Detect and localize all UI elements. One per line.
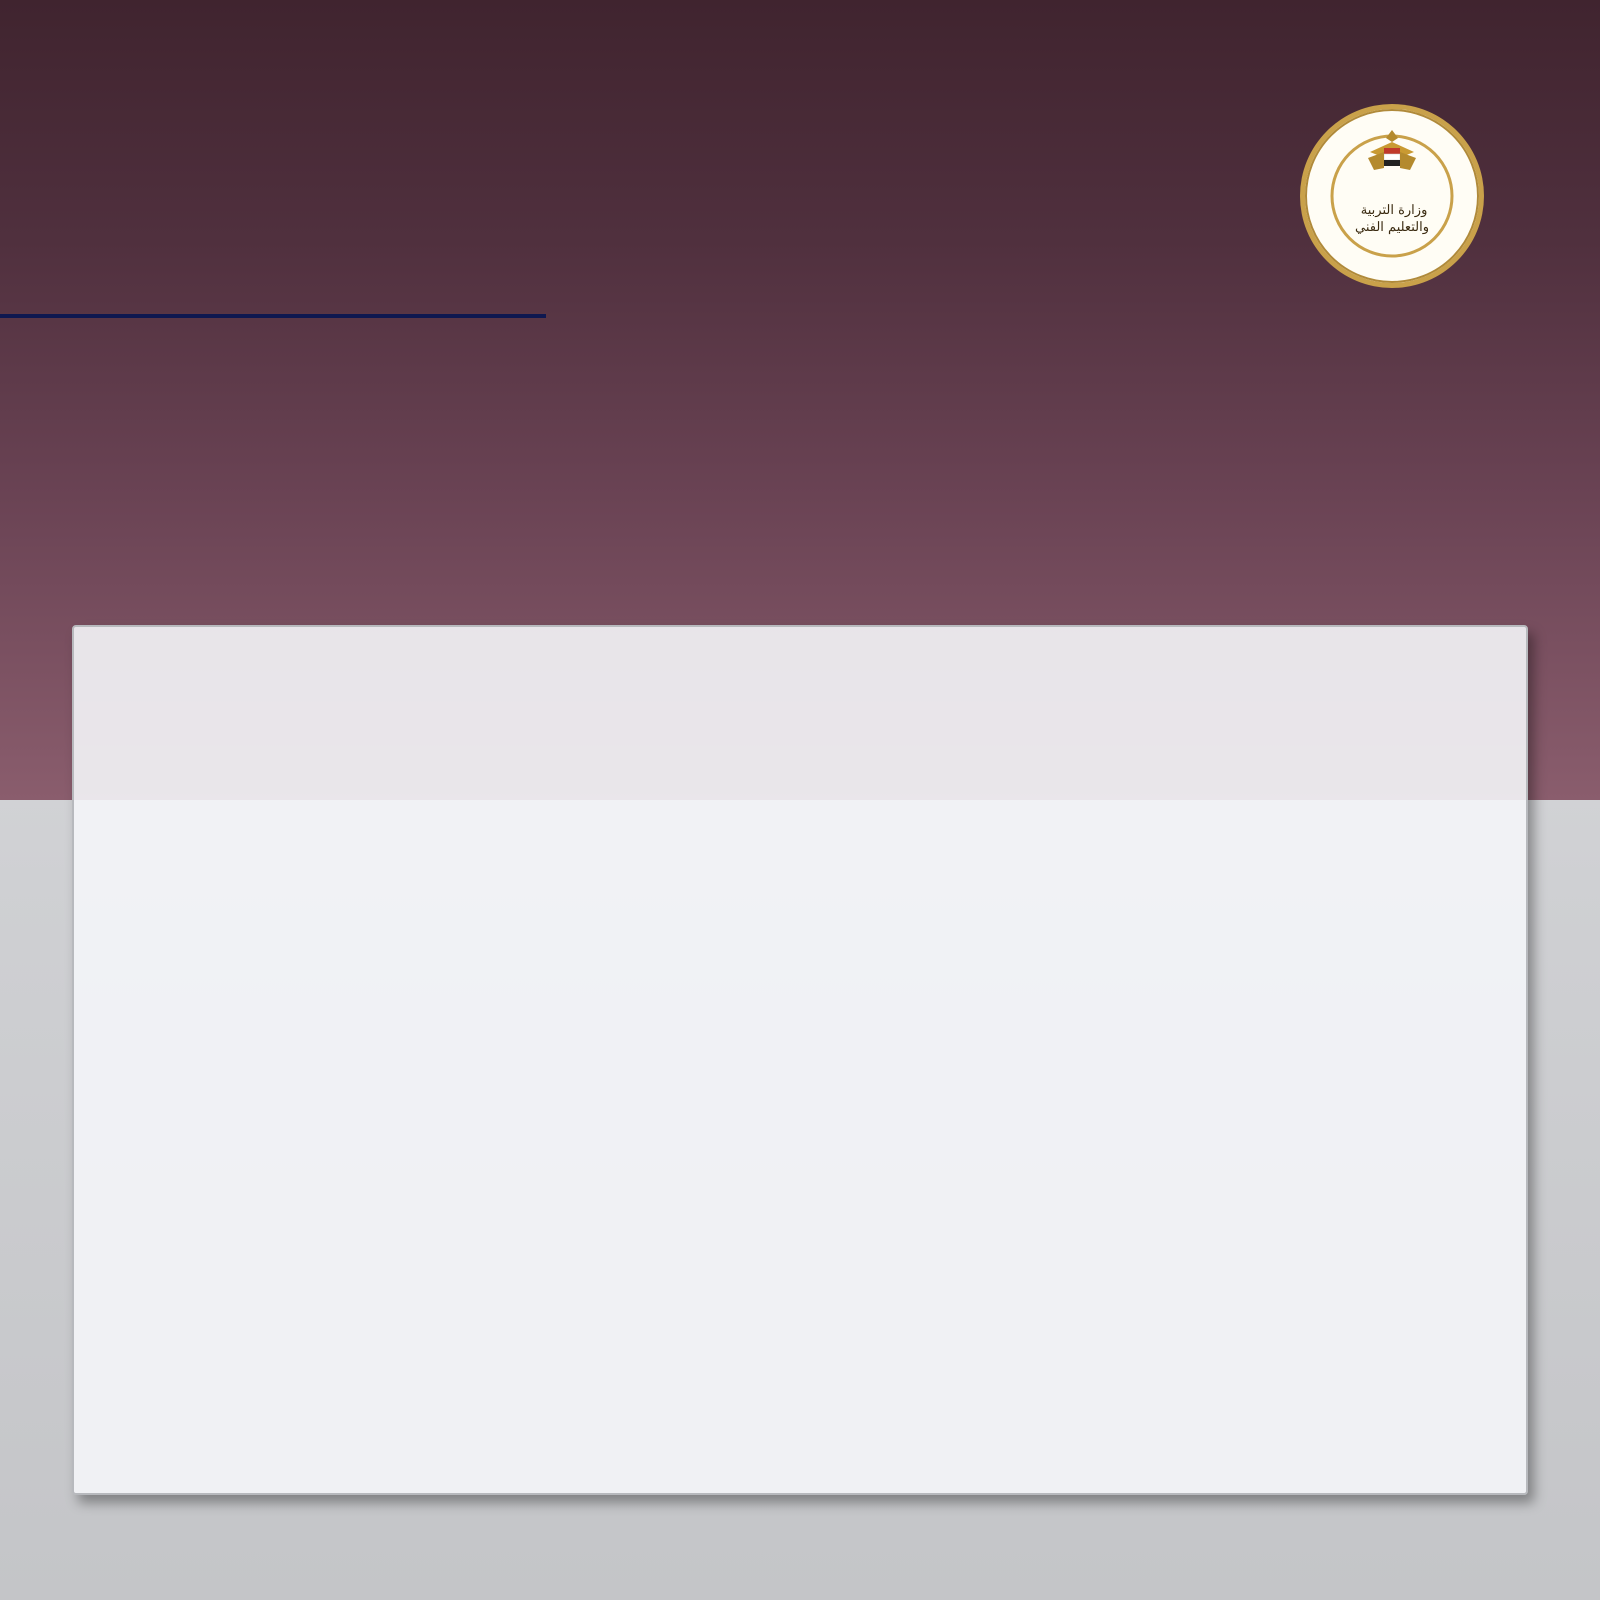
decorative-dots (760, 266, 1120, 316)
content-card (72, 625, 1528, 1495)
seal-arabic-text: وزارة التربية والتعليم الفني (1355, 203, 1429, 235)
ministry-seal-logo (1298, 102, 1486, 290)
date-underline-divider (0, 314, 546, 318)
